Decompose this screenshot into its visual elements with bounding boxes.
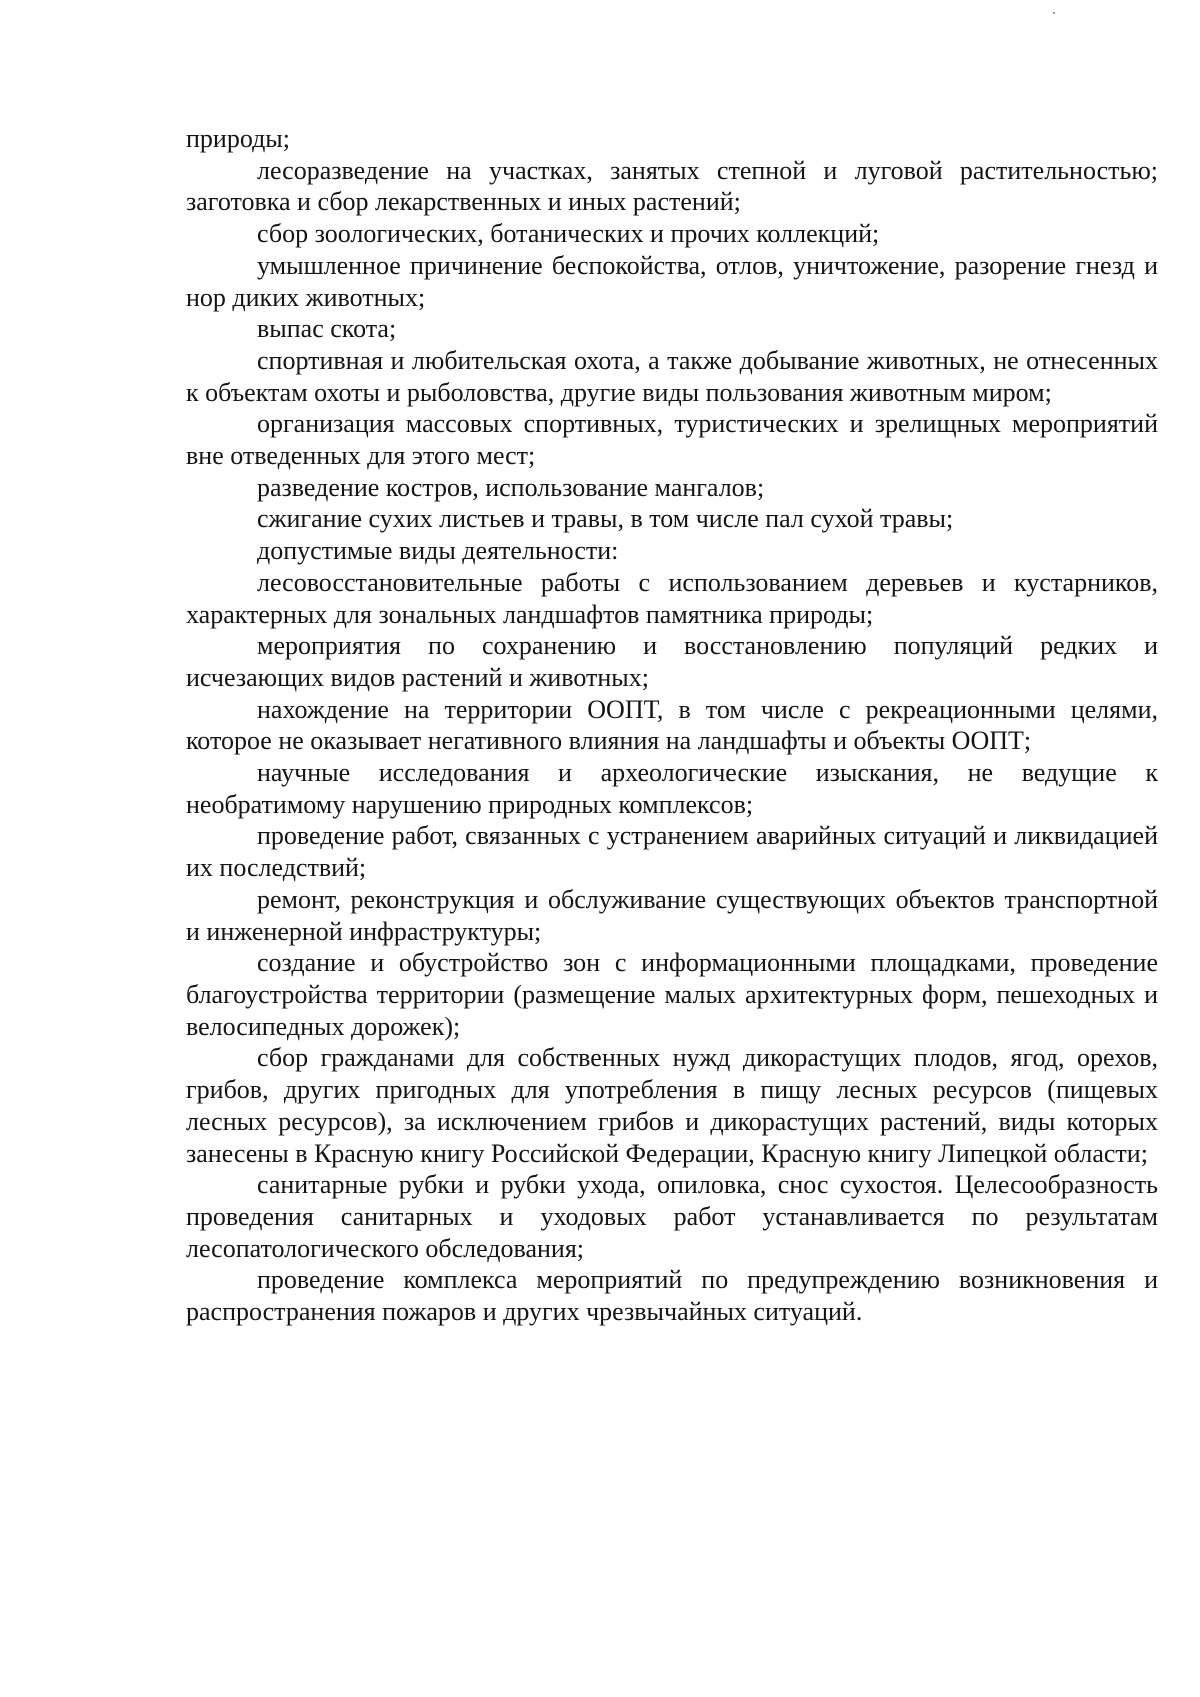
paragraph-disturbance: умышленное причинение беспокойства, отлов, уничтожение, разорение гнезд и нор диких животных; xyxy=(186,250,1158,312)
paragraph-gathering: сбор гражданами для собственных нужд дикорастущих плодов, ягод, орехов, грибов, других пригодных для употребления в пищу лесных ресурсов (пищевых лесных ресурсов), за исключением грибов и дикорастущих растений, виды которых занесены в Красную книгу Российской Федерации, Красную книгу Липецкой области; xyxy=(186,1043,1158,1168)
paragraph-grazing: выпас скота; xyxy=(257,314,397,344)
paragraph-sanitary-felling: санитарные рубки и рубки ухода, опиловка, снос сухостоя. Целесообразность проведения санитарных и уходовых работ устанавливается по результатам лесопатологического обследования; xyxy=(186,1170,1158,1263)
paragraph-reforestation: лесовосстановительные работы с использованием деревьев и кустарников, характерных для зональных ландшафтов памятника природы; xyxy=(186,567,1158,629)
paragraph-mass-events: организация массовых спортивных, туристических и зрелищных мероприятий вне отведенных для этого мест; xyxy=(186,409,1158,471)
paragraph-species-conservation: мероприятия по сохранению и восстановлению популяций редких и исчезающих видов растений и животных; xyxy=(186,631,1158,692)
paragraph-continuation: природы; xyxy=(186,124,290,153)
paragraph-infrastructure: ремонт, реконструкция и обслуживание существующих объектов транспортной и инженерной инфраструктуры; xyxy=(186,884,1158,946)
document-body xyxy=(186,123,1158,1328)
paragraph-collections: сбор зоологических, ботанических и прочих коллекций; xyxy=(257,219,880,249)
paragraph-burning: сжигание сухих листьев и травы, в том числе пал сухой травы; xyxy=(257,504,954,534)
paragraph-landscaping: создание и обустройство зон с информационными площадками, проведение благоустройства территории (размещение малых архитектурных форм, пешеходных и велосипедных дорожек); xyxy=(186,948,1158,1041)
paragraph-emergency-works: проведение работ, связанных с устранением аварийных ситуаций и ликвидацией их последствий; xyxy=(186,821,1158,883)
paragraph-research: научные исследования и археологические изыскания, не ведущие к необратимому нарушению природных комплексов; xyxy=(186,758,1158,819)
paragraph-permitted-heading: допустимые виды деятельности: xyxy=(257,536,619,566)
scan-dot xyxy=(1053,12,1055,14)
paragraph-afforestation: лесоразведение на участках, занятых степной и луговой растительностью; заготовка и сбор лекарственных и иных растений; xyxy=(186,155,1158,217)
paragraph-bonfires: разведение костров, использование мангалов; xyxy=(257,472,765,502)
paragraph-fire-prevention: проведение комплекса мероприятий по предупреждению возникновения и распространения пожаров и других чрезвычайных ситуаций. xyxy=(186,1265,1158,1327)
paragraph-hunting: спортивная и любительская охота, а также добывание животных, не отнесенных к объектам охоты и рыболовства, другие виды пользования животным миром; xyxy=(186,345,1158,407)
paragraph-recreation: нахождение на территории ООПТ, в том числе с рекреационными целями, которое не оказывает негативного влияния на ландшафты и объекты ООПТ; xyxy=(186,694,1158,756)
